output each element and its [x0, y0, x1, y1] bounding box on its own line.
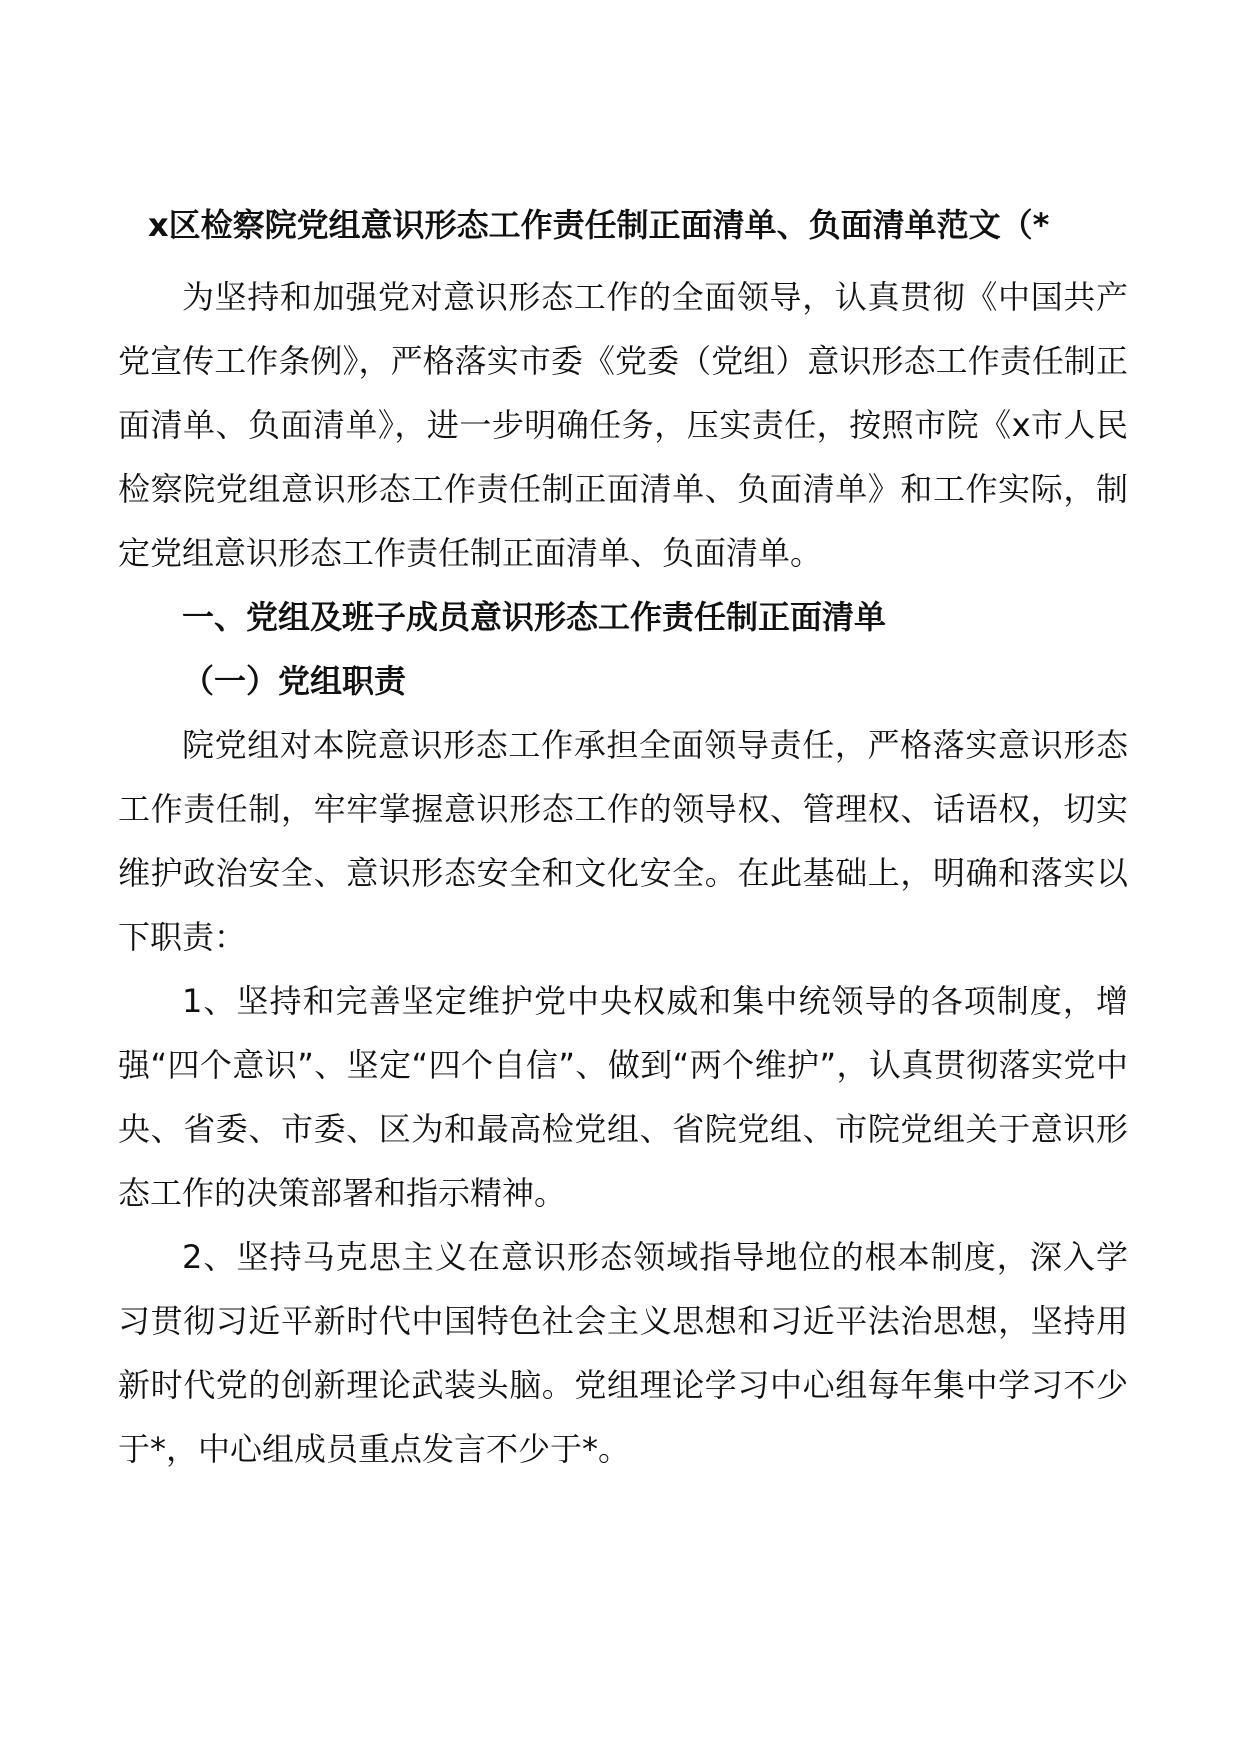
intro-paragraph: 为坚持和加强党对意识形态工作的全面领导，认真贯彻《中国共产党宣传工作条例》，严格落实市委《党委（党组）意识形态工作责任制正面清单、负面清单》，进一步明确任务，压实责任，按照市院《x市人民检察院党组意识形态工作责任制正面清单、负面清单》和工作实际，制定党组意识形态工作责任制正面清单、负面清单。 [118, 278, 1128, 572]
duty-intro-paragraph: 院党组对本院意识形态工作承担全面领导责任，严格落实意识形态工作责任制，牢牢掌握意识形态工作的领导权、管理权、话语权，切实维护政治安全、意识形态安全和文化安全。在此基础上，明确和落实以下职责： [118, 726, 1128, 956]
duty-item-1: 1、坚持和完善坚定维护党中央权威和集中统领导的各项制度，增强“四个意识”、坚定“四个自信”、做到“两个维护”，认真贯彻落实党中央、省委、市委、区为和最高检党组、省院党组、市院党组关于意识形态工作的决策部署和指示精神。 [118, 982, 1128, 1212]
section-heading: 一、党组及班子成员意识形态工作责任制正面清单 [182, 598, 887, 636]
duty-item-2: 2、坚持马克思主义在意识形态领域指导地位的根本制度，深入学习贯彻习近平新时代中国特色社会主义思想和习近平法治思想，坚持用新时代党的创新理论武装头脑。党组理论学习中心组每年集中学习不少于*，中心组成员重点发言不少于*。 [118, 1238, 1128, 1468]
document-title: x区检察院党组意识形态工作责任制正面清单、负面清单范文（* [148, 206, 1050, 244]
document-body [118, 200, 1128, 1481]
subsection-heading: （一）党组职责 [182, 662, 407, 700]
